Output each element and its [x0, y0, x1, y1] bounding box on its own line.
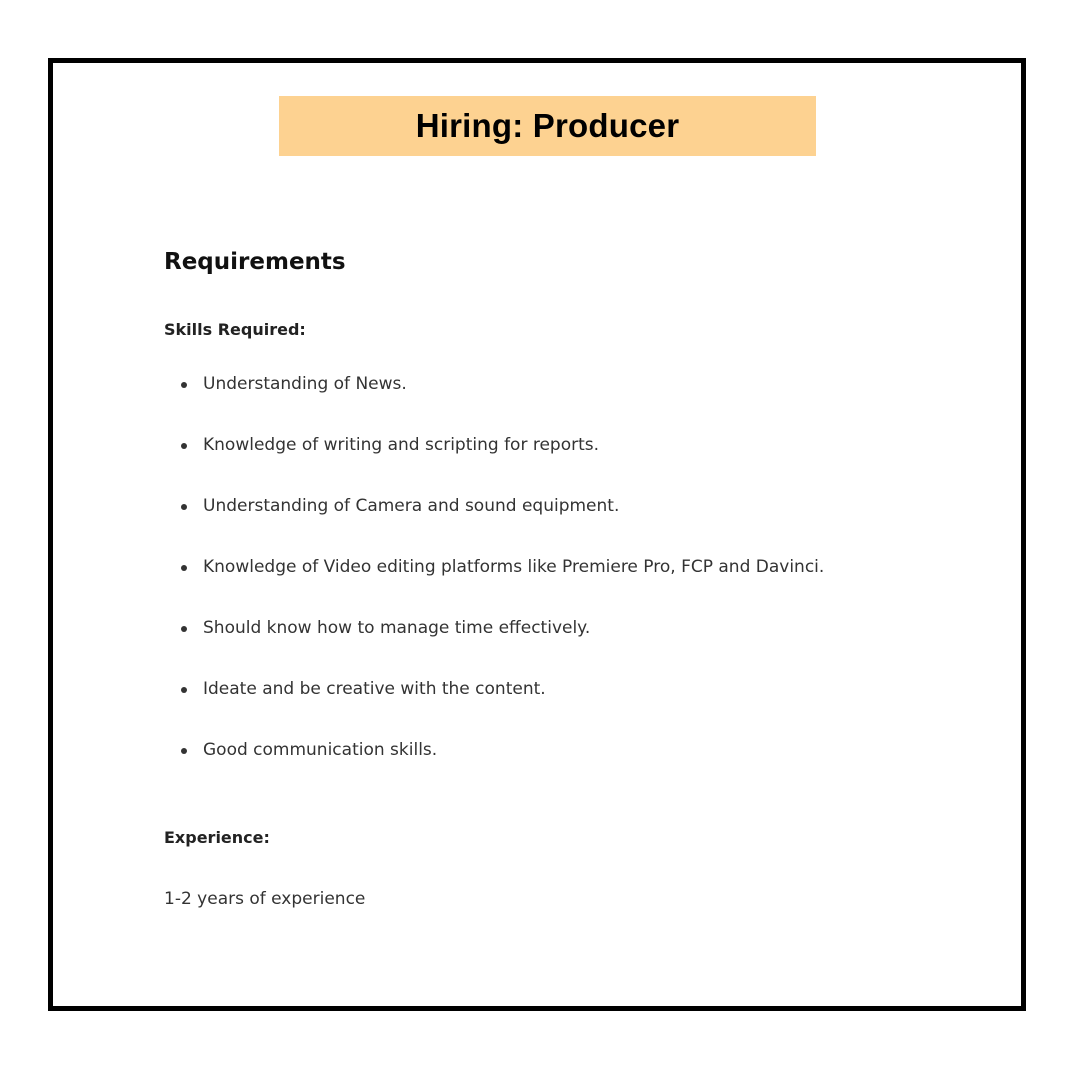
list-item — [181, 618, 824, 679]
skill-text: Knowledge of Video editing platforms like Premiere Pro, FCP and Davinci. — [203, 557, 825, 577]
requirements-heading: Requirements — [164, 249, 346, 275]
list-item — [181, 679, 824, 740]
list-item — [181, 740, 824, 801]
bullet-icon — [181, 382, 187, 388]
skill-text: Should know how to manage time effectively. — [203, 618, 591, 638]
page-title: Hiring: Producer — [415, 107, 680, 144]
frame-divider — [435, 1006, 459, 1011]
skill-text: Ideate and be creative with the content. — [203, 679, 546, 699]
bullet-icon — [181, 748, 187, 754]
skills-list — [181, 374, 824, 801]
skill-text: Knowledge of writing and scripting for reports. — [203, 435, 600, 455]
bullet-icon — [181, 443, 187, 449]
skill-text: Understanding of Camera and sound equipment. — [203, 496, 620, 516]
skill-text: Good communication skills. — [203, 740, 438, 760]
experience-label: Experience: — [164, 828, 270, 847]
experience-value: 1-2 years of experience — [164, 889, 366, 909]
list-item — [181, 496, 824, 557]
list-item — [181, 557, 824, 618]
list-item — [181, 435, 824, 496]
list-item — [181, 374, 824, 435]
skills-required-label: Skills Required: — [164, 320, 306, 339]
bullet-icon — [181, 504, 187, 510]
bullet-icon — [181, 687, 187, 693]
job-posting-card — [48, 58, 1026, 1011]
skill-text: Understanding of News. — [203, 374, 407, 394]
title-banner — [279, 96, 816, 156]
bullet-icon — [181, 565, 187, 571]
bullet-icon — [181, 626, 187, 632]
